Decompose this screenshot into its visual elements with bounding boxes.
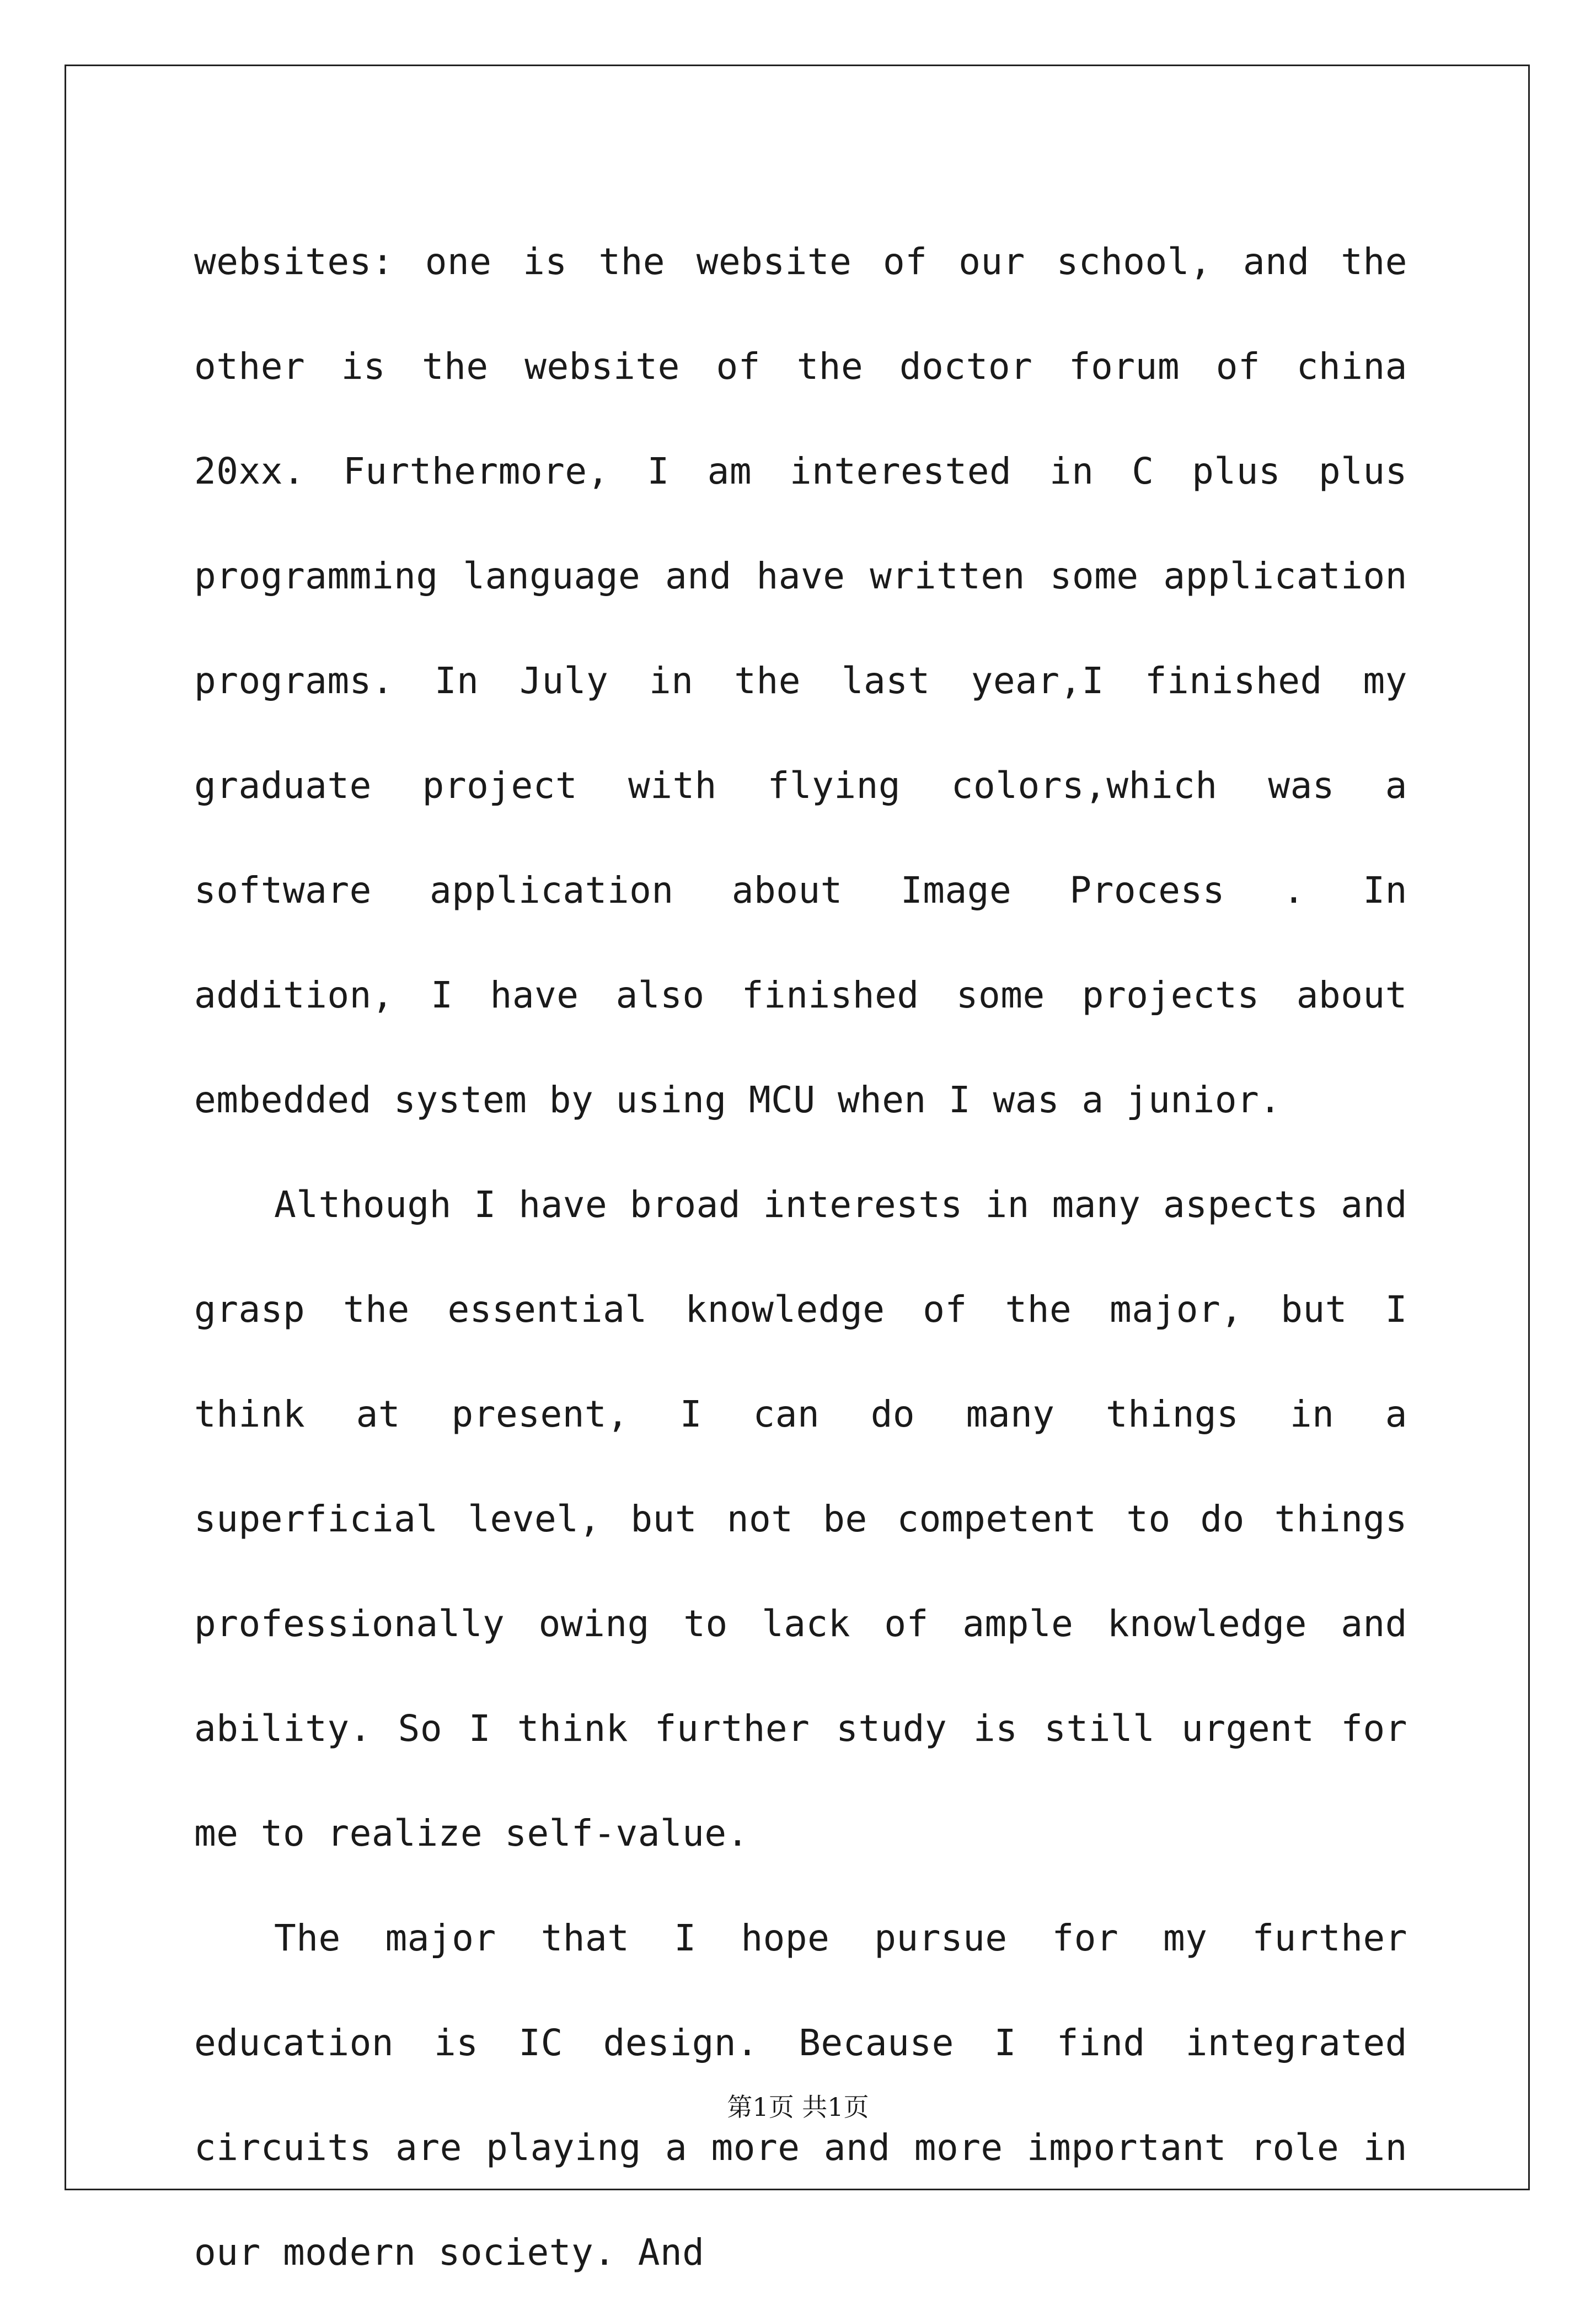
document-body <box>194 210 1407 2305</box>
paragraph-1: websites: one is the website of our school, and the other is the website of the doctor forum of china 20xx. Furthermore, I am interested in C plus plus programming language and have written some application programs. In July in the last year,I finished my graduate project with flying colors,which was a software application about Image Process . In addition, I have also finished some projects about embedded system by using MCU when I was a junior. <box>194 240 1407 1121</box>
page-footer: 第1页 共1页 <box>727 2092 869 2122</box>
paragraph-3: The major that I hope pursue for my further education is IC design. Because I find integrated circuits are playing a more and more important role in our modern society. And <box>194 1917 1407 2274</box>
paragraph-2: Although I have broad interests in many aspects and grasp the essential knowledge of the major, but I think at present, I can do many things in a superficial level, but not be competent to do things professionally owing to lack of ample knowledge and ability. So I think further study is still urgent for me to realize self-value. <box>194 1183 1407 1854</box>
